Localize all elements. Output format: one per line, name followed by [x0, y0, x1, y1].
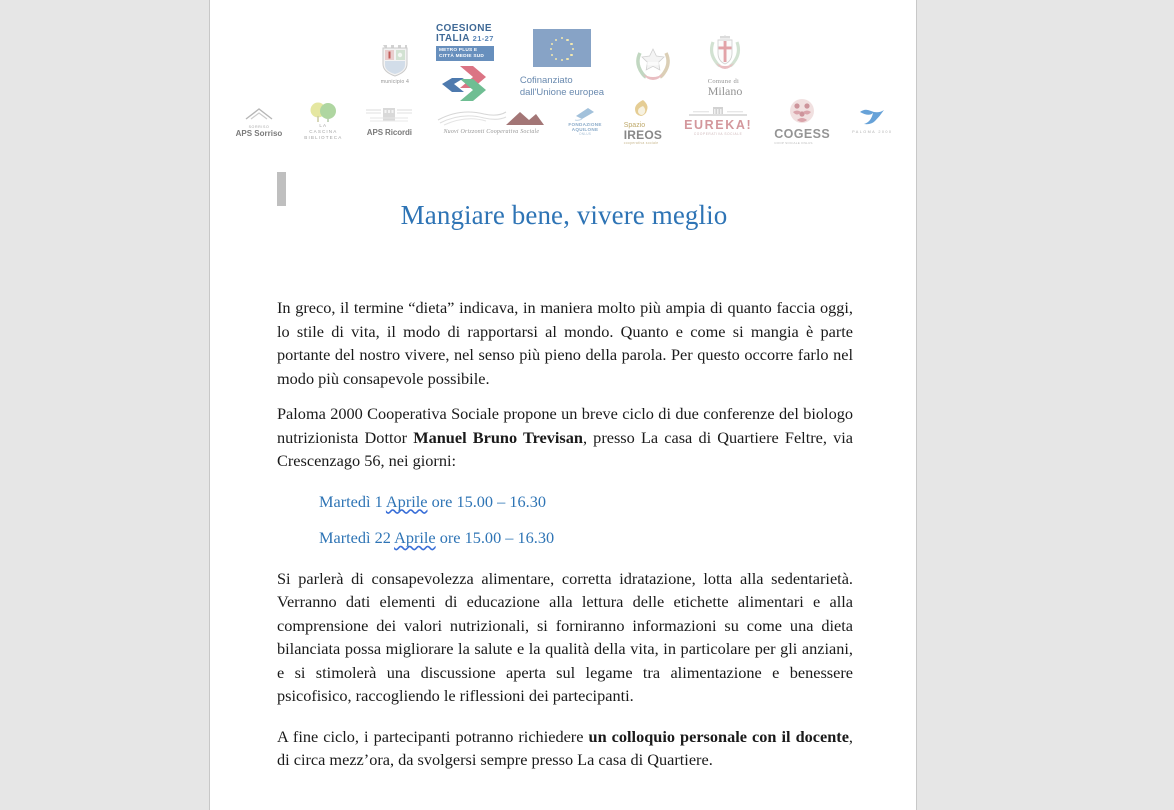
- date-1-prefix: Martedì 1: [319, 491, 386, 511]
- aquilone-text-block: [568, 122, 601, 137]
- coesione-text-block: [436, 24, 494, 60]
- page-title: Mangiare bene, vivere meglio: [400, 200, 728, 230]
- ireos-line2: IREOS: [623, 127, 663, 142]
- consultation-highlight: un colloquio personale con il docente: [588, 726, 849, 746]
- paragraph-topics: Si parlerà di consapevolezza alimentare, corretta idratazione, lotta alla sedentarietà. Verranno dati elementi di educazione alla lettura delle etichette alimentari e alla comprensione dei valori nutrizionali, si forniranno informazioni su come una dieta bilanciata possa migliorare la salute e la qualità della vita, in particolare per gli anziani, e si stimolerà una discussione aperta sul legame tra alimentazione e benessere psicofisico, raccogliendo le riflessioni dei partecipanti.: [277, 568, 853, 705]
- ireos-flame-icon: [633, 98, 653, 120]
- logo-municipio-shield: [380, 43, 410, 85]
- logo-fondazione-aquilone: [568, 106, 601, 137]
- coesione-sub-line2: CITTÀ MEDIE SUD: [438, 53, 485, 59]
- cogess-subtitle: COOP SOCIALE ONLUS: [774, 140, 813, 145]
- ricordi-caption: APS Ricordi: [366, 127, 412, 137]
- aquilone-line2: AQUILONE: [571, 127, 599, 132]
- logo-repubblica-italiana: [630, 43, 676, 85]
- eu-flag-icon: [533, 29, 591, 67]
- speaker-name: Manuel Bruno Trevisan: [413, 427, 583, 447]
- cascina-line3: BIBLIOTECA: [304, 135, 343, 140]
- consultation-text-part2: , di circa mezz’ora, da svolgersi sempre presso La casa di Quartiere.: [277, 726, 853, 769]
- nuovi-orizzonti-mark-icon: [436, 107, 546, 129]
- paragraph-proposal: [277, 402, 853, 473]
- coesione-subtitle: [436, 46, 494, 60]
- milano-line1: Comune di: [707, 78, 740, 85]
- ireos-line1: Spazio: [623, 121, 646, 129]
- logo-nuovi-orizzonti: [436, 107, 546, 135]
- ireos-text-block: [624, 122, 662, 145]
- paragraph-consultation: [277, 725, 853, 772]
- proposal-text-part1: Paloma 2000 Cooperativa Sociale propone un breve ciclo di due conferenze del biologo nutrizionista Dottor: [277, 404, 853, 447]
- eureka-subtitle: COOPERATIVA SOCIALE: [693, 132, 743, 136]
- proposal-text-part2: , presso La casa di Quartiere Feltre, via Crescenzago 56, nei giorni:: [277, 427, 853, 470]
- dates-list: [277, 490, 853, 550]
- logo-comune-di-milano: [702, 31, 748, 97]
- logo-row-primary-funders: [210, 23, 917, 98]
- coesione-italia-word: ITALIA: [435, 33, 470, 45]
- cogess-figures-icon: [789, 98, 815, 124]
- eureka-wordmark: EUREKA!: [684, 118, 753, 132]
- cascina-text-block: [304, 123, 342, 141]
- aquilone-line3: ONLUS: [579, 132, 592, 137]
- logo-coesione-italia: [436, 24, 494, 103]
- logo-aps-ricordi: [364, 106, 414, 137]
- logo-eu-cofinanziato: [520, 29, 604, 99]
- cascina-line1: LA: [319, 123, 328, 128]
- date-item-2: [277, 526, 853, 550]
- eu-line1: Cofinanziato: [519, 75, 573, 86]
- milano-text-block: [708, 78, 743, 97]
- date-1-suffix: ore 15.00 – 16.30: [427, 491, 546, 511]
- date-2-month: Aprile: [394, 528, 436, 547]
- coesione-sub-line1: METRO PLUS E: [438, 47, 478, 53]
- paloma-dove-icon: [857, 108, 887, 130]
- nuovi-orizzonti-caption: Nuovi Orizzonti Cooperativa Sociale: [443, 129, 540, 135]
- municipio-caption: municipio 4: [380, 79, 410, 85]
- sorriso-mark-text: SORRISO: [248, 124, 270, 129]
- eu-line2: dall'Unione europea: [519, 87, 605, 98]
- logo-row-partners: [210, 98, 917, 144]
- logo-cascina-biblioteca: [304, 101, 342, 141]
- consultation-text-part1: A fine ciclo, i partecipanti potranno richiedere: [277, 726, 589, 746]
- ricordi-building-icon: [364, 106, 414, 128]
- date-2-suffix: ore 15.00 – 16.30: [435, 528, 555, 547]
- repubblica-emblem-icon: [630, 43, 676, 85]
- cogess-wordmark: COGESS: [774, 126, 831, 141]
- logo-eureka: [684, 106, 752, 136]
- ireos-line3: cooperativa sociale: [623, 140, 659, 145]
- milano-line2: Milano: [707, 84, 743, 98]
- paragraph-intro: In greco, il termine “dieta” indicava, in maniera molto più ampia di quanto faccia oggi, lo stile di vita, il modo di rapportarsi al mondo. Quanto e come si mangia è parte portante del nostro vivere, nel senso più pieno della parola. Per questo occorre farlo nel modo più consapevole possibile.: [277, 298, 853, 388]
- sorriso-house-icon: [242, 105, 276, 125]
- paloma-caption: PALOMA 2000: [852, 130, 893, 134]
- date-1-month: Aprile: [385, 491, 428, 511]
- milano-crest-icon: [702, 31, 748, 73]
- logo-aps-sorriso: [236, 105, 283, 138]
- aquilone-kite-icon: [570, 106, 600, 122]
- logo-cogess: [774, 98, 830, 145]
- municipio-shield-icon: [380, 43, 410, 77]
- sorriso-caption: APS Sorriso: [235, 128, 283, 138]
- cascina-line2: CASCINA: [309, 129, 338, 134]
- document-body: [277, 296, 853, 784]
- logo-paloma-2000: [852, 108, 892, 134]
- logo-spazio-ireos: [624, 98, 662, 145]
- date-2-prefix: Martedì 22: [319, 528, 395, 547]
- cogess-text-block: [774, 128, 830, 145]
- coesione-line2: [436, 34, 494, 44]
- coesione-line1: COESIONE: [435, 23, 492, 35]
- eu-text-block: [520, 75, 604, 99]
- cascina-trees-icon: [305, 101, 341, 123]
- aquilone-line1: FONDAZIONE: [568, 121, 602, 127]
- document-page: [209, 0, 917, 810]
- coesione-years: 21-27: [472, 34, 494, 44]
- date-item-1: [277, 490, 853, 514]
